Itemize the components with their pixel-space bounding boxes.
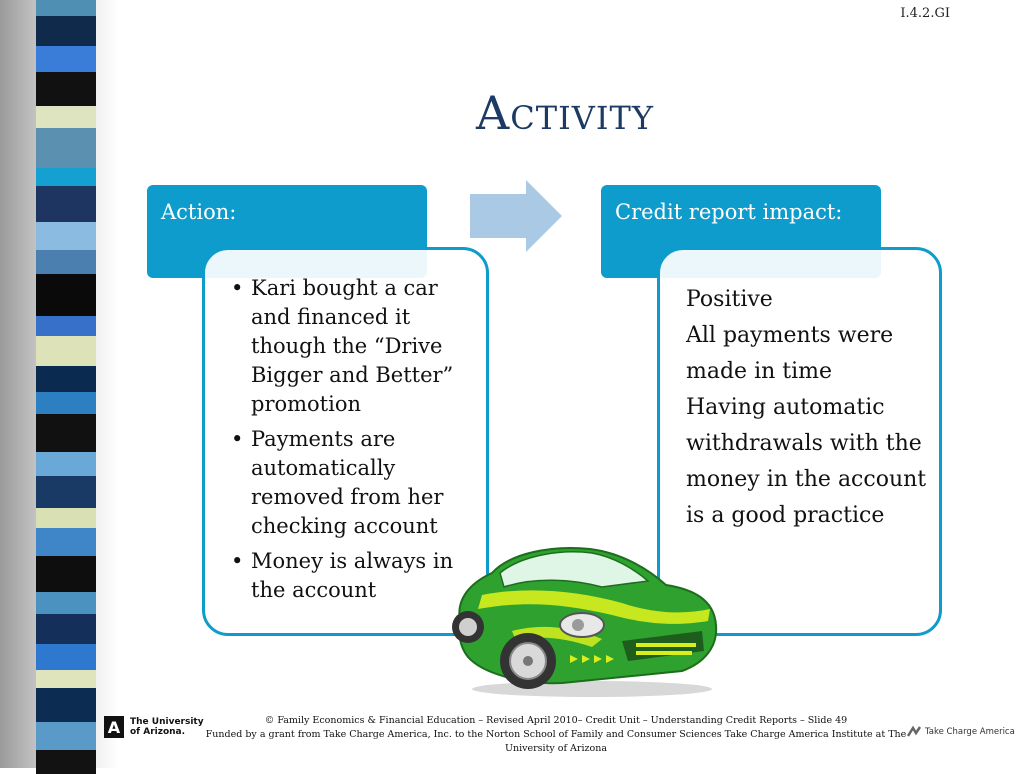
action-bullet-2: • Payments are automatically removed from her checking account [227,425,474,541]
action-bullet-3: • Money is always in the account [227,547,474,605]
impact-line-1: Positive [686,287,773,312]
slide-title: Activity [476,86,654,140]
green-car-image [452,543,720,699]
left-decorative-stripe [36,0,96,768]
take-charge-america-logo-icon [906,724,922,740]
slide-id: I.4.2.GI [900,6,950,21]
impact-heading: Credit report impact: [615,200,843,224]
action-bullet-list [227,274,474,605]
impact-line-2: All payments were made in time [686,323,894,384]
ua-logo-text: The University of Arizona. [130,717,204,737]
ua-logo-icon: A [104,716,124,738]
action-bullet-1: • Kari bought a car and financed it though the “Drive Bigger and Better” promotion [227,274,474,419]
ua-logo [104,716,208,738]
footer-line-1: © Family Economics & Financial Education – Revised April 2010– Credit Unit – Understanding Credit Reports – Slide 49 [264,715,848,726]
impact-line-3: Having automatic withdrawals with the money in the account is a good practice [686,395,927,528]
footer-text [200,714,912,756]
footer-line-2: Funded by a grant from Take Charge America, Inc. to the Norton School of Family and Consumer Sciences Take Charge America Institute at The University of Arizona [205,729,907,754]
right-arrow-icon [470,180,564,252]
action-card [202,247,489,636]
action-heading: Action: [161,200,237,224]
take-charge-america-text: Take Charge America [925,727,1015,737]
take-charge-america-logo [906,724,1015,740]
